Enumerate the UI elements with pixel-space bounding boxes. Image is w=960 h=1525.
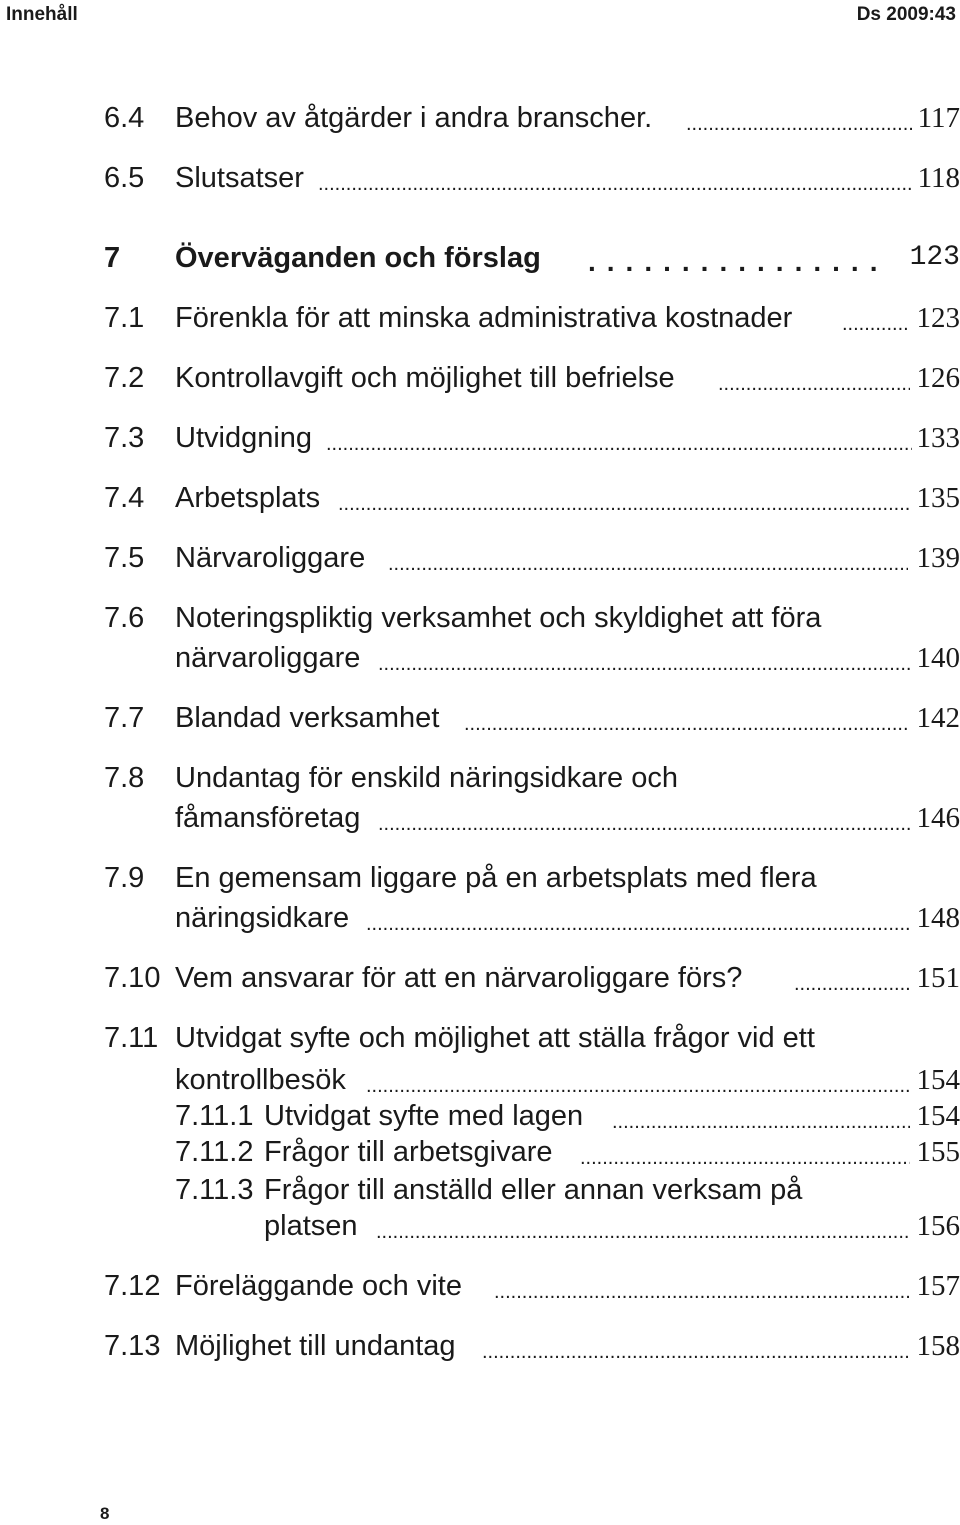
toc-title: Närvaroliggare [175, 542, 366, 574]
toc-entry[interactable] [104, 1326, 960, 1366]
toc-title: Arbetsplats [175, 482, 321, 514]
toc-page: 133 [916, 422, 960, 454]
leader-dots [494, 1266, 910, 1306]
toc-page: 139 [916, 542, 960, 574]
leader-dots [794, 958, 910, 998]
page-header [0, 0, 960, 30]
toc-number: 7.8 [104, 762, 145, 794]
toc-title-continuation: fåmansföretag [175, 802, 361, 834]
toc-page: 135 [916, 482, 960, 514]
toc-title: Utvidgat syfte och möjlighet att ställa frågor vid ett [175, 1022, 815, 1054]
leader-dots [366, 1060, 910, 1100]
leader-dots [338, 478, 912, 518]
toc-subentry[interactable] [104, 1132, 960, 1172]
leader-dots [686, 98, 914, 138]
toc-page: 155 [916, 1136, 960, 1168]
leader-dots [318, 158, 912, 198]
leader-dots [376, 1206, 910, 1246]
toc-entry[interactable] [104, 98, 960, 138]
toc-title: Noteringspliktig verksamhet och skyldighet att föra [175, 602, 822, 634]
toc-page: 148 [916, 902, 960, 934]
toc-title: Utvidgning [175, 422, 313, 454]
leader-dots [580, 1132, 910, 1172]
leader-dots [482, 1326, 910, 1366]
toc-number: 7.10 [104, 962, 161, 994]
toc-entry-continuation[interactable] [104, 1206, 960, 1246]
toc-page: 118 [917, 162, 960, 194]
leader-dots [388, 538, 908, 578]
toc-page: 157 [916, 1270, 960, 1302]
toc-entry[interactable] [104, 1018, 960, 1058]
toc-number: 7.7 [104, 702, 145, 734]
toc-title: Frågor till arbetsgivare [264, 1136, 553, 1168]
toc-entry[interactable] [104, 158, 960, 198]
toc-entry-continuation[interactable] [104, 798, 960, 838]
toc-page: 140 [916, 642, 960, 674]
toc-title: Förenkla för att minska administrativa kostnader [175, 302, 793, 334]
leader-dots [326, 418, 912, 458]
toc-number: 6.4 [104, 102, 145, 134]
header-document-id: Ds 2009:43 [856, 4, 956, 25]
toc-number: 6.5 [104, 162, 145, 194]
toc-entry[interactable] [104, 958, 960, 998]
toc-entry-continuation[interactable] [104, 638, 960, 678]
toc-title-continuation: näringsidkare [175, 902, 350, 934]
toc-entry-continuation[interactable] [104, 898, 960, 938]
toc-entry[interactable] [104, 418, 960, 458]
toc-entry[interactable] [104, 1266, 960, 1306]
toc-number: 7.11 [104, 1022, 159, 1054]
toc-entry[interactable] [104, 698, 960, 738]
toc-title: Möjlighet till undantag [175, 1330, 456, 1362]
toc-entry[interactable] [104, 858, 960, 898]
toc-number: 7.1 [104, 302, 145, 334]
leader-dots [588, 238, 888, 278]
toc-subentry[interactable] [104, 1170, 960, 1210]
header-section-title: Innehåll [6, 4, 78, 25]
leader-dots [366, 898, 910, 938]
toc-title: Slutsatser [175, 162, 304, 194]
toc-entry[interactable] [104, 478, 960, 518]
toc-entry[interactable] [104, 298, 960, 338]
toc-number: 7.11.1 [175, 1100, 254, 1132]
leader-dots [378, 798, 910, 838]
leader-dots [612, 1096, 910, 1136]
toc-title: Blandad verksamhet [175, 702, 440, 734]
toc-entry[interactable] [104, 598, 960, 638]
toc-number: 7.9 [104, 862, 145, 894]
toc-title: Utvidgat syfte med lagen [264, 1100, 584, 1132]
toc-number: 7.13 [104, 1330, 161, 1362]
toc-number: 7.3 [104, 422, 145, 454]
toc-number: 7.12 [104, 1270, 161, 1302]
leader-dots [464, 698, 908, 738]
toc-entry[interactable] [104, 758, 960, 798]
toc-number: 7.2 [104, 362, 145, 394]
toc-title-continuation: platsen [264, 1210, 358, 1242]
toc-subentry[interactable] [104, 1096, 960, 1136]
toc-title: Behov av åtgärder i andra branscher. [175, 102, 653, 134]
toc-page: 123 [909, 242, 960, 273]
leader-dots [842, 298, 910, 338]
toc-page: 117 [917, 102, 960, 134]
toc-title: Kontrollavgift och möjlighet till befrielse [175, 362, 675, 394]
toc-title: Överväganden och förslag [175, 242, 541, 274]
toc-page: 156 [916, 1210, 960, 1242]
toc-page: 154 [916, 1100, 960, 1132]
toc-entry-continuation[interactable] [104, 1060, 960, 1100]
leader-dots [378, 638, 910, 678]
toc-page: 123 [916, 302, 960, 334]
toc-title: Frågor till anställd eller annan verksam på [264, 1174, 803, 1206]
toc-number: 7 [104, 242, 121, 274]
leader-dots [718, 358, 910, 398]
toc-page: 154 [916, 1064, 960, 1096]
toc-page: 158 [916, 1330, 960, 1362]
toc-title: Undantag för enskild näringsidkare och [175, 762, 678, 794]
toc-page: 151 [916, 962, 960, 994]
toc-number: 7.5 [104, 542, 145, 574]
toc-entry[interactable] [104, 538, 960, 578]
toc-title: Föreläggande och vite [175, 1270, 462, 1302]
toc-title: En gemensam liggare på en arbetsplats med flera [175, 862, 817, 894]
toc-number: 7.11.2 [175, 1136, 254, 1168]
toc-page: 126 [916, 362, 960, 394]
toc-title-continuation: kontrollbesök [175, 1064, 346, 1096]
toc-title-continuation: närvaroliggare [175, 642, 361, 674]
toc-page: 146 [916, 802, 960, 834]
toc-page: 142 [916, 702, 960, 734]
toc-title: Vem ansvarar för att en närvaroliggare förs? [175, 962, 743, 994]
toc-number: 7.4 [104, 482, 145, 514]
toc-number: 7.6 [104, 602, 145, 634]
toc-chapter-entry[interactable] [104, 238, 960, 278]
page-number: 8 [100, 1504, 110, 1523]
toc-number: 7.11.3 [175, 1174, 254, 1206]
toc-entry[interactable] [104, 358, 960, 398]
